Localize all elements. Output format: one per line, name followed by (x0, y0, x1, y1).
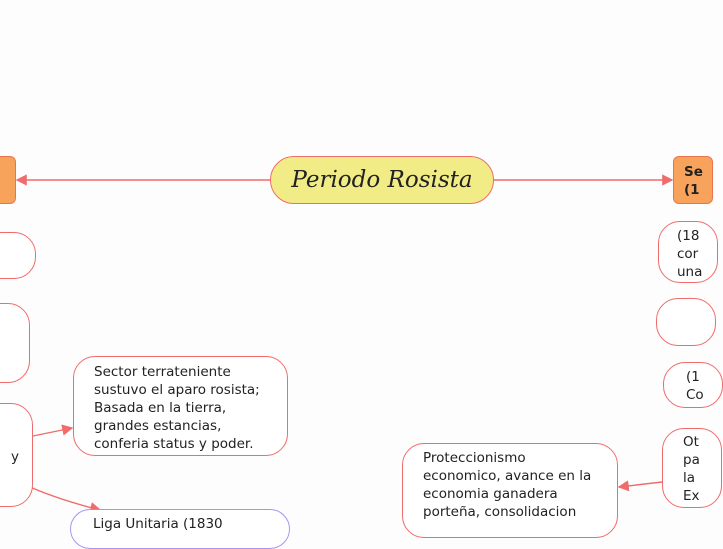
left-main-topic[interactable] (0, 156, 16, 204)
right-subtopic-1-line-2: cor (677, 246, 699, 262)
right-main-topic[interactable] (673, 156, 713, 204)
left-subtopic-3[interactable] (0, 403, 33, 507)
right-subtopic-3-line-1: (1 (686, 369, 700, 385)
left-subtopic-3-text: y (11, 449, 19, 465)
proteccionismo-text: Proteccionismo economico, avance en la economia ganadera porteña, consolidacion (423, 450, 592, 520)
right-subtopic-4-line-4: Ex (683, 488, 700, 504)
right-subtopic-4-line-2: pa (683, 452, 700, 468)
central-topic-label: Periodo Rosista (291, 167, 473, 193)
right-subtopic-3[interactable] (663, 362, 723, 408)
left-subtopic-2[interactable] (0, 303, 30, 383)
sector-terrateniente-text: Sector terrateniente sustuvo el aparo rosista; Basada en la tierra, grandes estancias, conferia status y poder. (94, 364, 260, 452)
right-subtopic-1[interactable] (658, 221, 718, 283)
edge-left-to-liga (30, 487, 100, 510)
right-subtopic-4[interactable] (662, 428, 722, 508)
liga-unitaria-text: Liga Unitaria (1830 (93, 516, 223, 532)
right-main-topic-line-1: Se (684, 164, 703, 180)
right-subtopic-3-line-2: Co (686, 387, 704, 403)
right-subtopic-1-line-3: una (677, 264, 703, 280)
proteccionismo-node[interactable] (402, 443, 618, 538)
right-subtopic-1-line-1: (18 (677, 228, 700, 244)
edge-right-to-proteccionismo (619, 482, 662, 487)
right-subtopic-4-line-1: Ot (683, 434, 699, 450)
right-subtopic-4-line-3: la (683, 470, 696, 486)
central-topic[interactable] (270, 156, 494, 204)
liga-unitaria-node[interactable] (70, 509, 290, 549)
sector-terrateniente-node[interactable] (73, 356, 288, 456)
right-main-topic-line-2: (1 (684, 182, 700, 198)
edge-left-to-sector (33, 428, 72, 436)
right-subtopic-2[interactable] (656, 298, 716, 346)
